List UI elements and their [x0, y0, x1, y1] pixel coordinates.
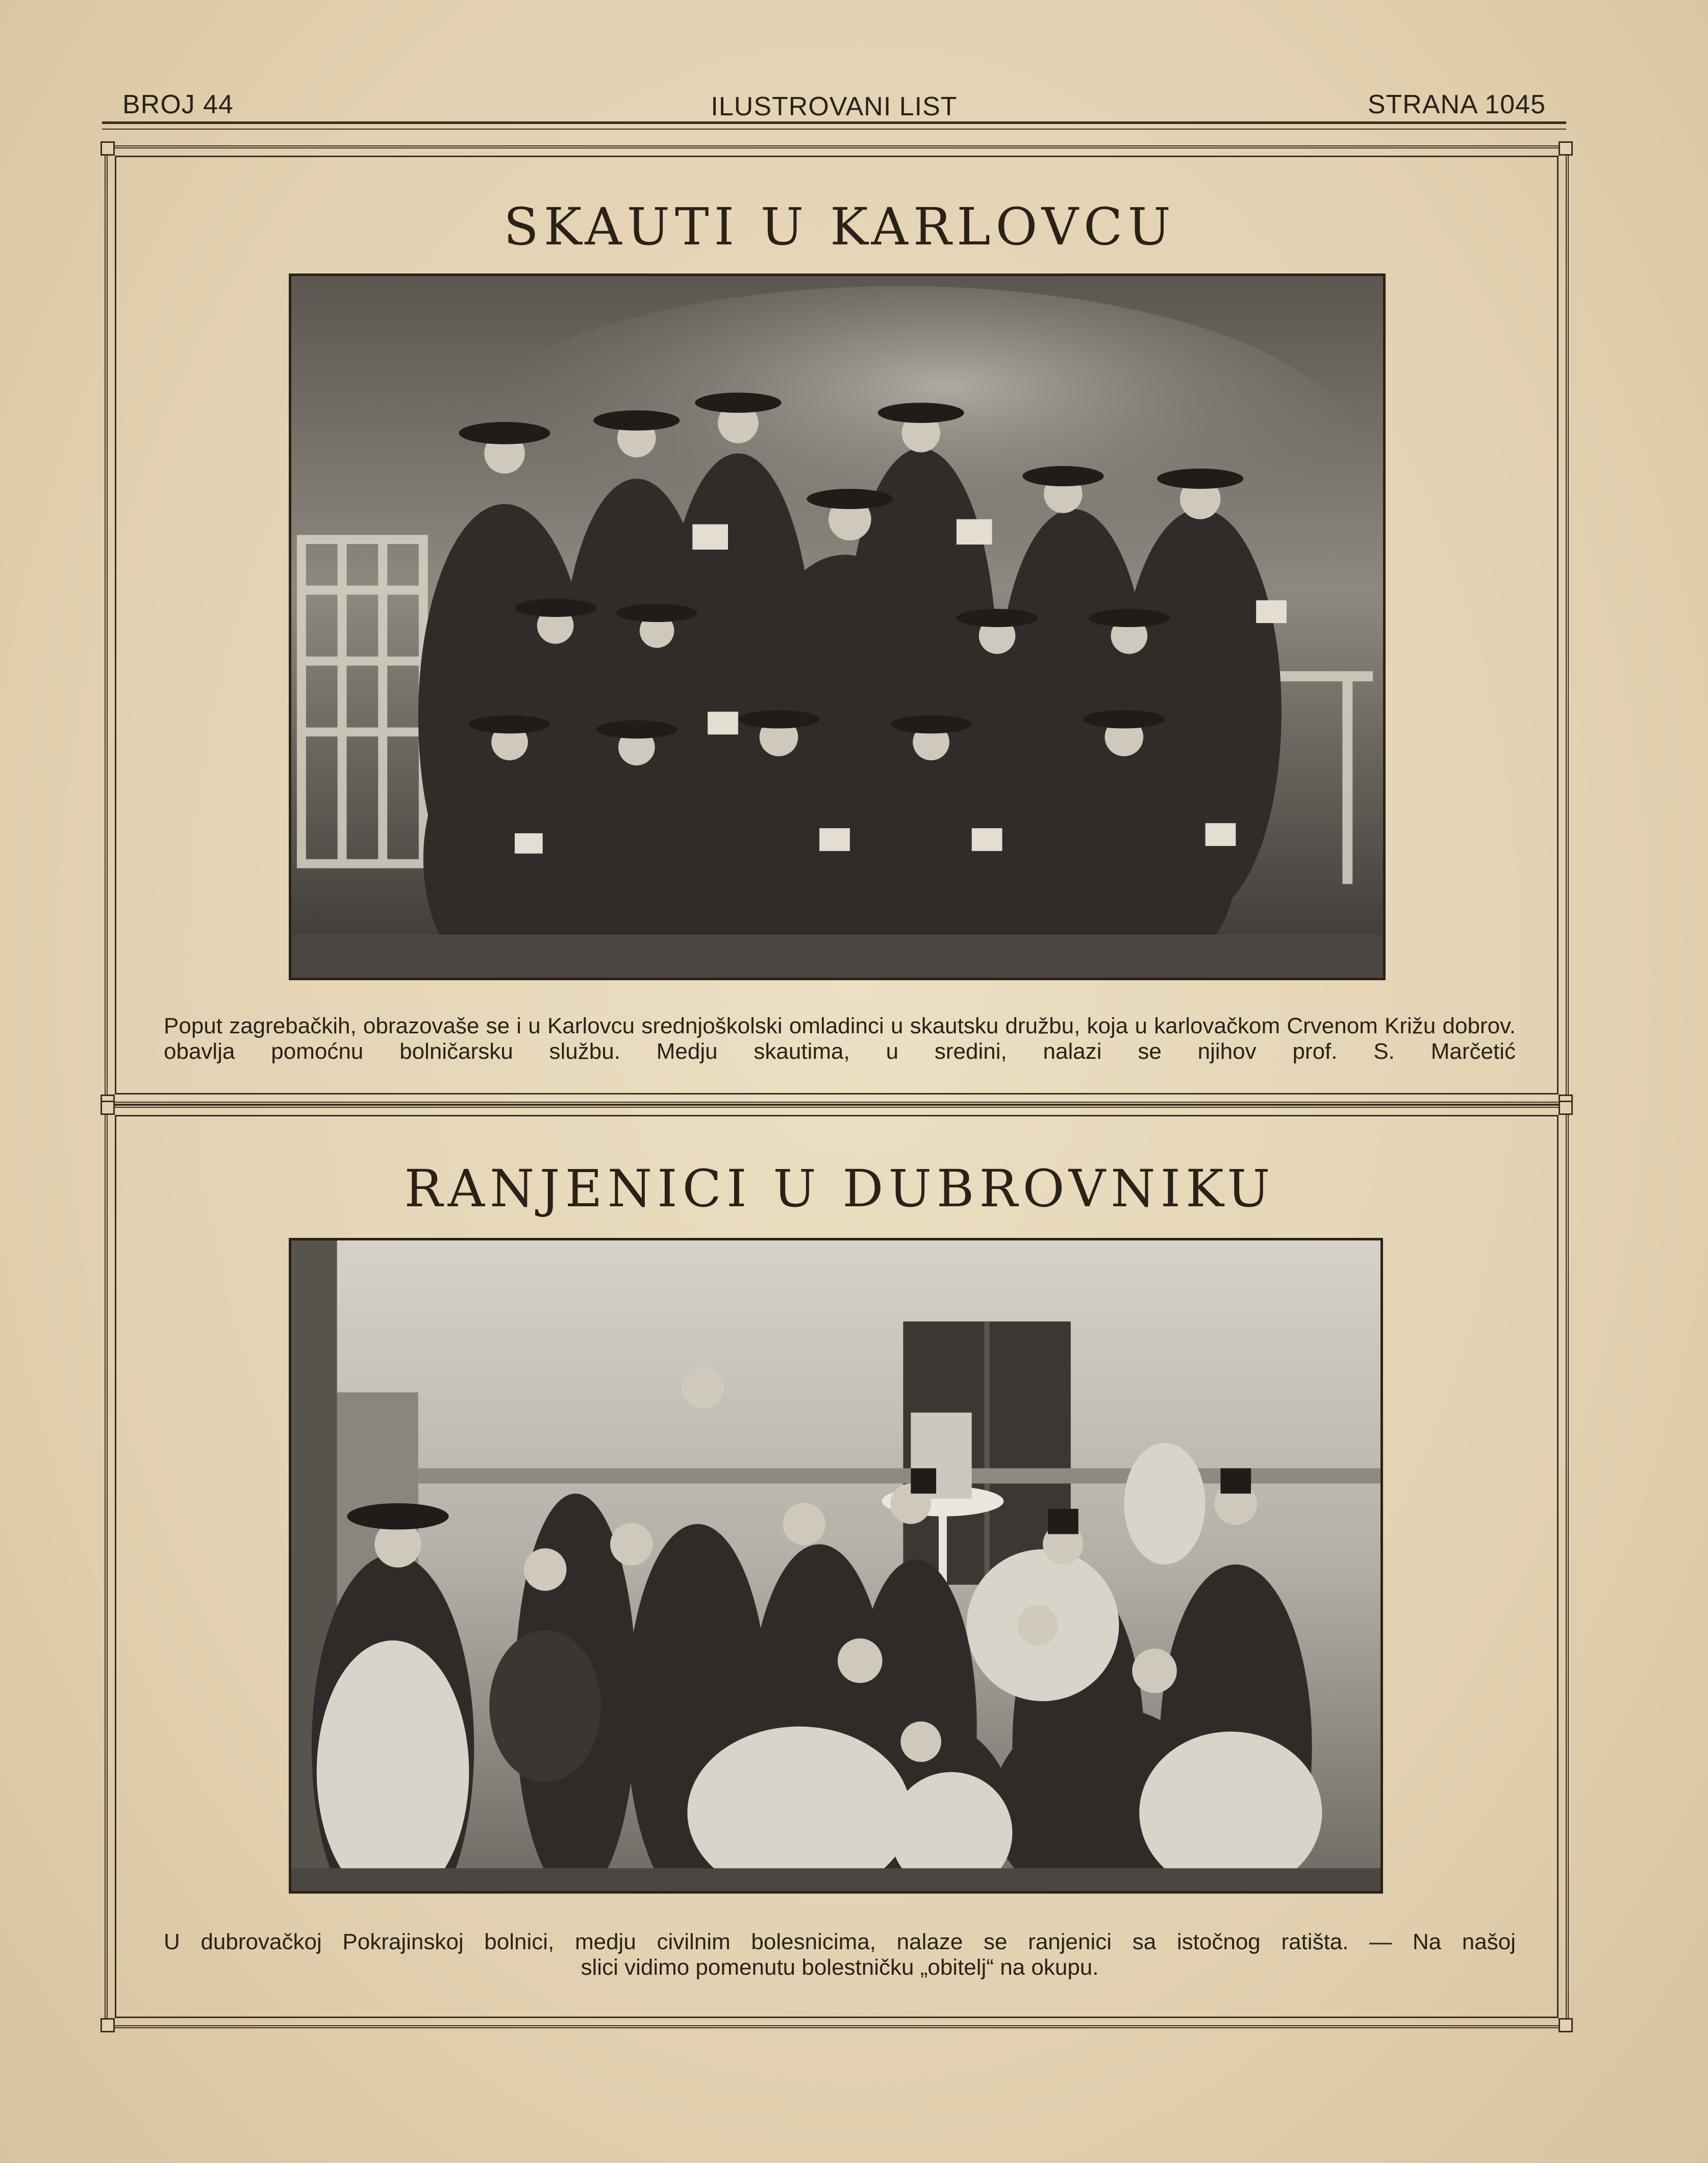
issue-number: BROJ 44	[122, 90, 234, 119]
corner-ornament	[1559, 1101, 1573, 1115]
header-rule	[102, 121, 1566, 124]
article-caption: Poput zagrebačkih, obrazovaše se i u Karlovcu srednjoškolski omladinci u skautsku družbu, koja u karlovačkom Crvenom Križu dobrov. obavlja pomoćnu bolničarsku službu. Medju skautima, u sredini, nalazi se njihov prof. S. Marčetić	[164, 1013, 1516, 1064]
caption-line: slici vidimo pomenutu bolestničku „obitelj“ na okupu.	[581, 1955, 1099, 1980]
scouts-photo	[289, 274, 1386, 980]
corner-ornament	[1559, 141, 1573, 156]
article-panel-wounded	[105, 1105, 1569, 2028]
corner-ornament	[1559, 2018, 1573, 2032]
article-title: RANJENICI U DUBROVNIKU	[404, 1159, 1275, 1219]
group-photo-scouts-icon	[291, 276, 1383, 978]
corner-ornament	[101, 2018, 115, 2032]
running-header	[122, 84, 1546, 125]
header-rule-thin	[102, 129, 1566, 130]
corner-ornament	[101, 141, 115, 156]
caption-line: U dubrovačkoj Pokrajinskoj bolnici, medju civilnim bolesnicima, nalaze se ranjenici sa istočnog ratišta. — Na našoj	[164, 1929, 1516, 1954]
article-panel-scouts	[105, 145, 1569, 1105]
wounded-photo	[289, 1238, 1383, 1894]
group-photo-wounded-icon	[291, 1240, 1380, 1891]
page-number: STRANA 1045	[1367, 90, 1546, 119]
article-caption	[164, 1929, 1516, 1980]
publication-name: ILUSTROVANI LIST	[711, 92, 958, 121]
corner-ornament	[101, 1101, 115, 1115]
article-title: SKAUTI U KARLOVCU	[504, 197, 1176, 257]
